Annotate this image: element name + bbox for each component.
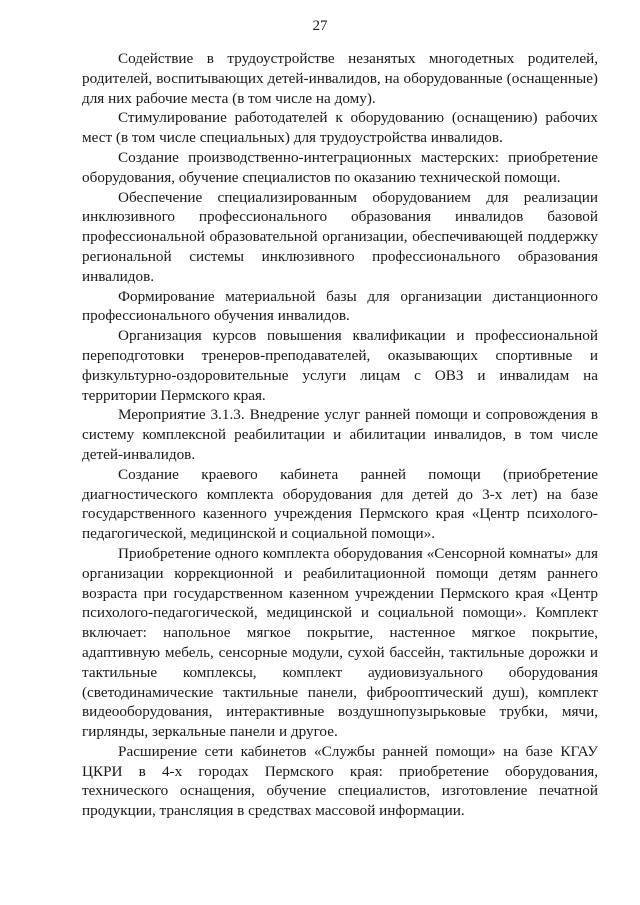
paragraph-employment-assistance: Содействие в трудоустройстве незанятых многодетных родителей, родителей, воспитывающих детей-инвалидов, на оборудованные (оснащенные) для них рабочие места (в том числе на дому). xyxy=(82,50,598,107)
paragraph-early-help-office: Создание краевого кабинета ранней помощи (приобретение диагностического комплекта оборудования для детей до 3-х лет) на базе государственного казенного учреждения Пермского края «Центр психолого-педагогической, медицинской и социальной помощи». xyxy=(82,465,598,543)
paragraph-trainer-courses: Организация курсов повышения квалификации и профессиональной переподготовки тренеров-преподавателей, оказывающих спортивные и физкультурно-оздоровительные услуги лицам с ОВЗ и инвалидам на территории Пермского края. xyxy=(82,327,598,404)
paragraph-measure-3-1-3: Мероприятие 3.1.3. Внедрение услуг ранней помощи и сопровождения в систему комплексной реабилитации и абилитации инвалидов, в том числе детей-инвалидов. xyxy=(82,406,598,463)
paragraph-employer-incentives: Стимулирование работодателей к оборудованию (оснащению) рабочих мест (в том числе специальных) для трудоустройства инвалидов. xyxy=(82,109,598,147)
paragraph-integration-workshops: Создание производственно-интеграционных мастерских: приобретение оборудования, обучение специалистов по оказанию технической помощи. xyxy=(82,148,598,186)
page-number: 27 xyxy=(312,18,328,34)
paragraph-early-help-network: Расширение сети кабинетов «Службы ранней помощи» на базе КГАУ ЦКРИ в 4-х городах Пермского края: приобретение оборудования, технического оснащения, обучение специалистов, изготовление печатной продукции, трансляция в средствах массовой информации. xyxy=(82,742,598,820)
paragraph-inclusive-education-equipment: Обеспечение специализированным оборудованием для реализации инклюзивного профессионального образования инвалидов базовой профессиональной образовательной организации, обеспечивающей поддержку региональной системы инклюзивного профессионального образования инвалидов. xyxy=(82,188,598,285)
document-body xyxy=(82,49,598,821)
paragraph-sensory-room: Приобретение одного комплекта оборудования «Сенсорной комнаты» для организации коррекционной и реабилитационной помощи детям раннего возраста при государственном казенном учреждении Пермского края «Центр психолого-педагогической, медицинской и социальной помощи». Комплект включает: напольное мягкое покрытие, настенное мягкое покрытие, адаптивную мебель, сенсорные модули, сухой бассейн, тактильные дорожки и тактильные комплексы, комплект аудиовизуального оборудования (светодинамические тактильные панели, фиброоптический душ), комплект видеооборудования, интерактивные воздушнопузырьковые трубки, мячи, гирлянды, зеркальные панели и другое. xyxy=(82,544,598,741)
paragraph-distance-learning-base: Формирование материальной базы для организации дистанционного профессионального обучения инвалидов. xyxy=(82,287,598,325)
